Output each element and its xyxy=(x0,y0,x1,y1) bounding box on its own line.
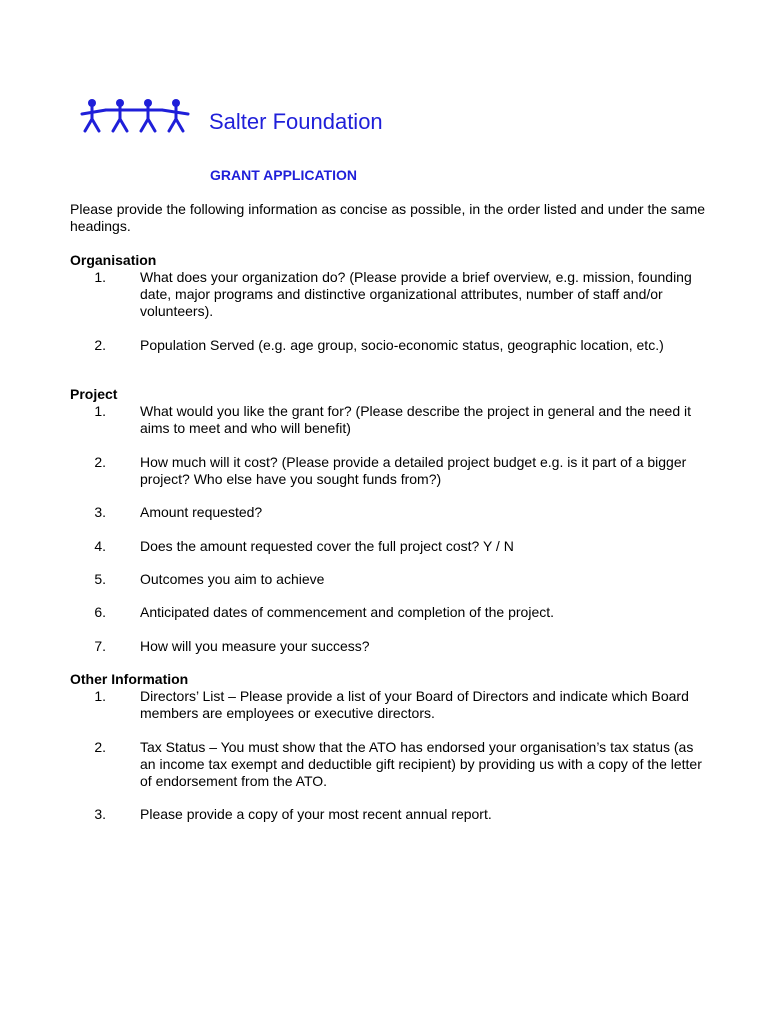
item-number: 2. xyxy=(94,454,106,470)
item-number: 1. xyxy=(94,269,106,285)
list-item xyxy=(70,604,710,621)
item-text: Population Served (e.g. age group, socio-economic status, geographic location, etc.) xyxy=(140,337,664,353)
item-text: Anticipated dates of commencement and completion of the project. xyxy=(140,604,555,620)
item-number: 3. xyxy=(94,806,106,822)
item-text: Does the amount requested cover the full project cost? Y / N xyxy=(140,538,514,554)
list-item xyxy=(70,454,710,488)
item-text: Please provide a copy of your most recent annual report. xyxy=(140,806,492,822)
item-number: 3. xyxy=(94,504,106,520)
item-number: 6. xyxy=(94,604,106,620)
list-item xyxy=(70,337,710,354)
list-item xyxy=(70,571,710,588)
item-number: 1. xyxy=(94,688,106,704)
section-heading-organisation: Organisation xyxy=(70,252,157,268)
list-item xyxy=(70,638,710,655)
intro-paragraph: Please provide the following information as concise as possible, in the order listed and under the same headings. xyxy=(70,201,706,234)
item-text: What does your organization do? (Please provide a brief overview, e.g. mission, founding date, major programs and distinctive organizational attributes, number of staff and/or volunteers). xyxy=(140,269,692,319)
list-item xyxy=(70,403,710,437)
list-item xyxy=(70,688,710,722)
section-heading-other-information: Other Information xyxy=(70,671,189,687)
item-text: How will you measure your success? xyxy=(140,638,370,654)
item-number: 5. xyxy=(94,571,106,587)
document-title: GRANT APPLICATION xyxy=(210,167,357,183)
item-text: Directors’ List – Please provide a list of your Board of Directors and indicate which Board members are employees or executive directors. xyxy=(140,688,689,721)
section-heading-project: Project xyxy=(70,386,118,402)
org-name: Salter Foundation xyxy=(209,109,383,134)
list-item xyxy=(70,806,710,823)
item-number: 1. xyxy=(94,403,106,419)
list-item xyxy=(70,538,710,555)
item-text: Tax Status – You must show that the ATO has endorsed your organisation’s tax status (as an income tax exempt and deductible gift recipient) by providing us with a copy of the letter of endorsement from the ATO. xyxy=(140,739,702,789)
item-number: 7. xyxy=(94,638,106,654)
list-item xyxy=(70,739,710,790)
item-text: Amount requested? xyxy=(140,504,263,520)
item-text: How much will it cost? (Please provide a detailed project budget e.g. is it part of a bigger project? Who else have you sought funds from?) xyxy=(140,454,687,487)
item-text: What would you like the grant for? (Please describe the project in general and the need it aims to meet and who will benefit) xyxy=(140,403,691,436)
list-item xyxy=(70,504,710,521)
item-number: 4. xyxy=(94,538,106,554)
item-number: 2. xyxy=(94,337,106,353)
item-number: 2. xyxy=(94,739,106,755)
item-text: Outcomes you aim to achieve xyxy=(140,571,325,587)
list-item xyxy=(70,269,710,320)
people-chain-icon xyxy=(80,98,192,134)
